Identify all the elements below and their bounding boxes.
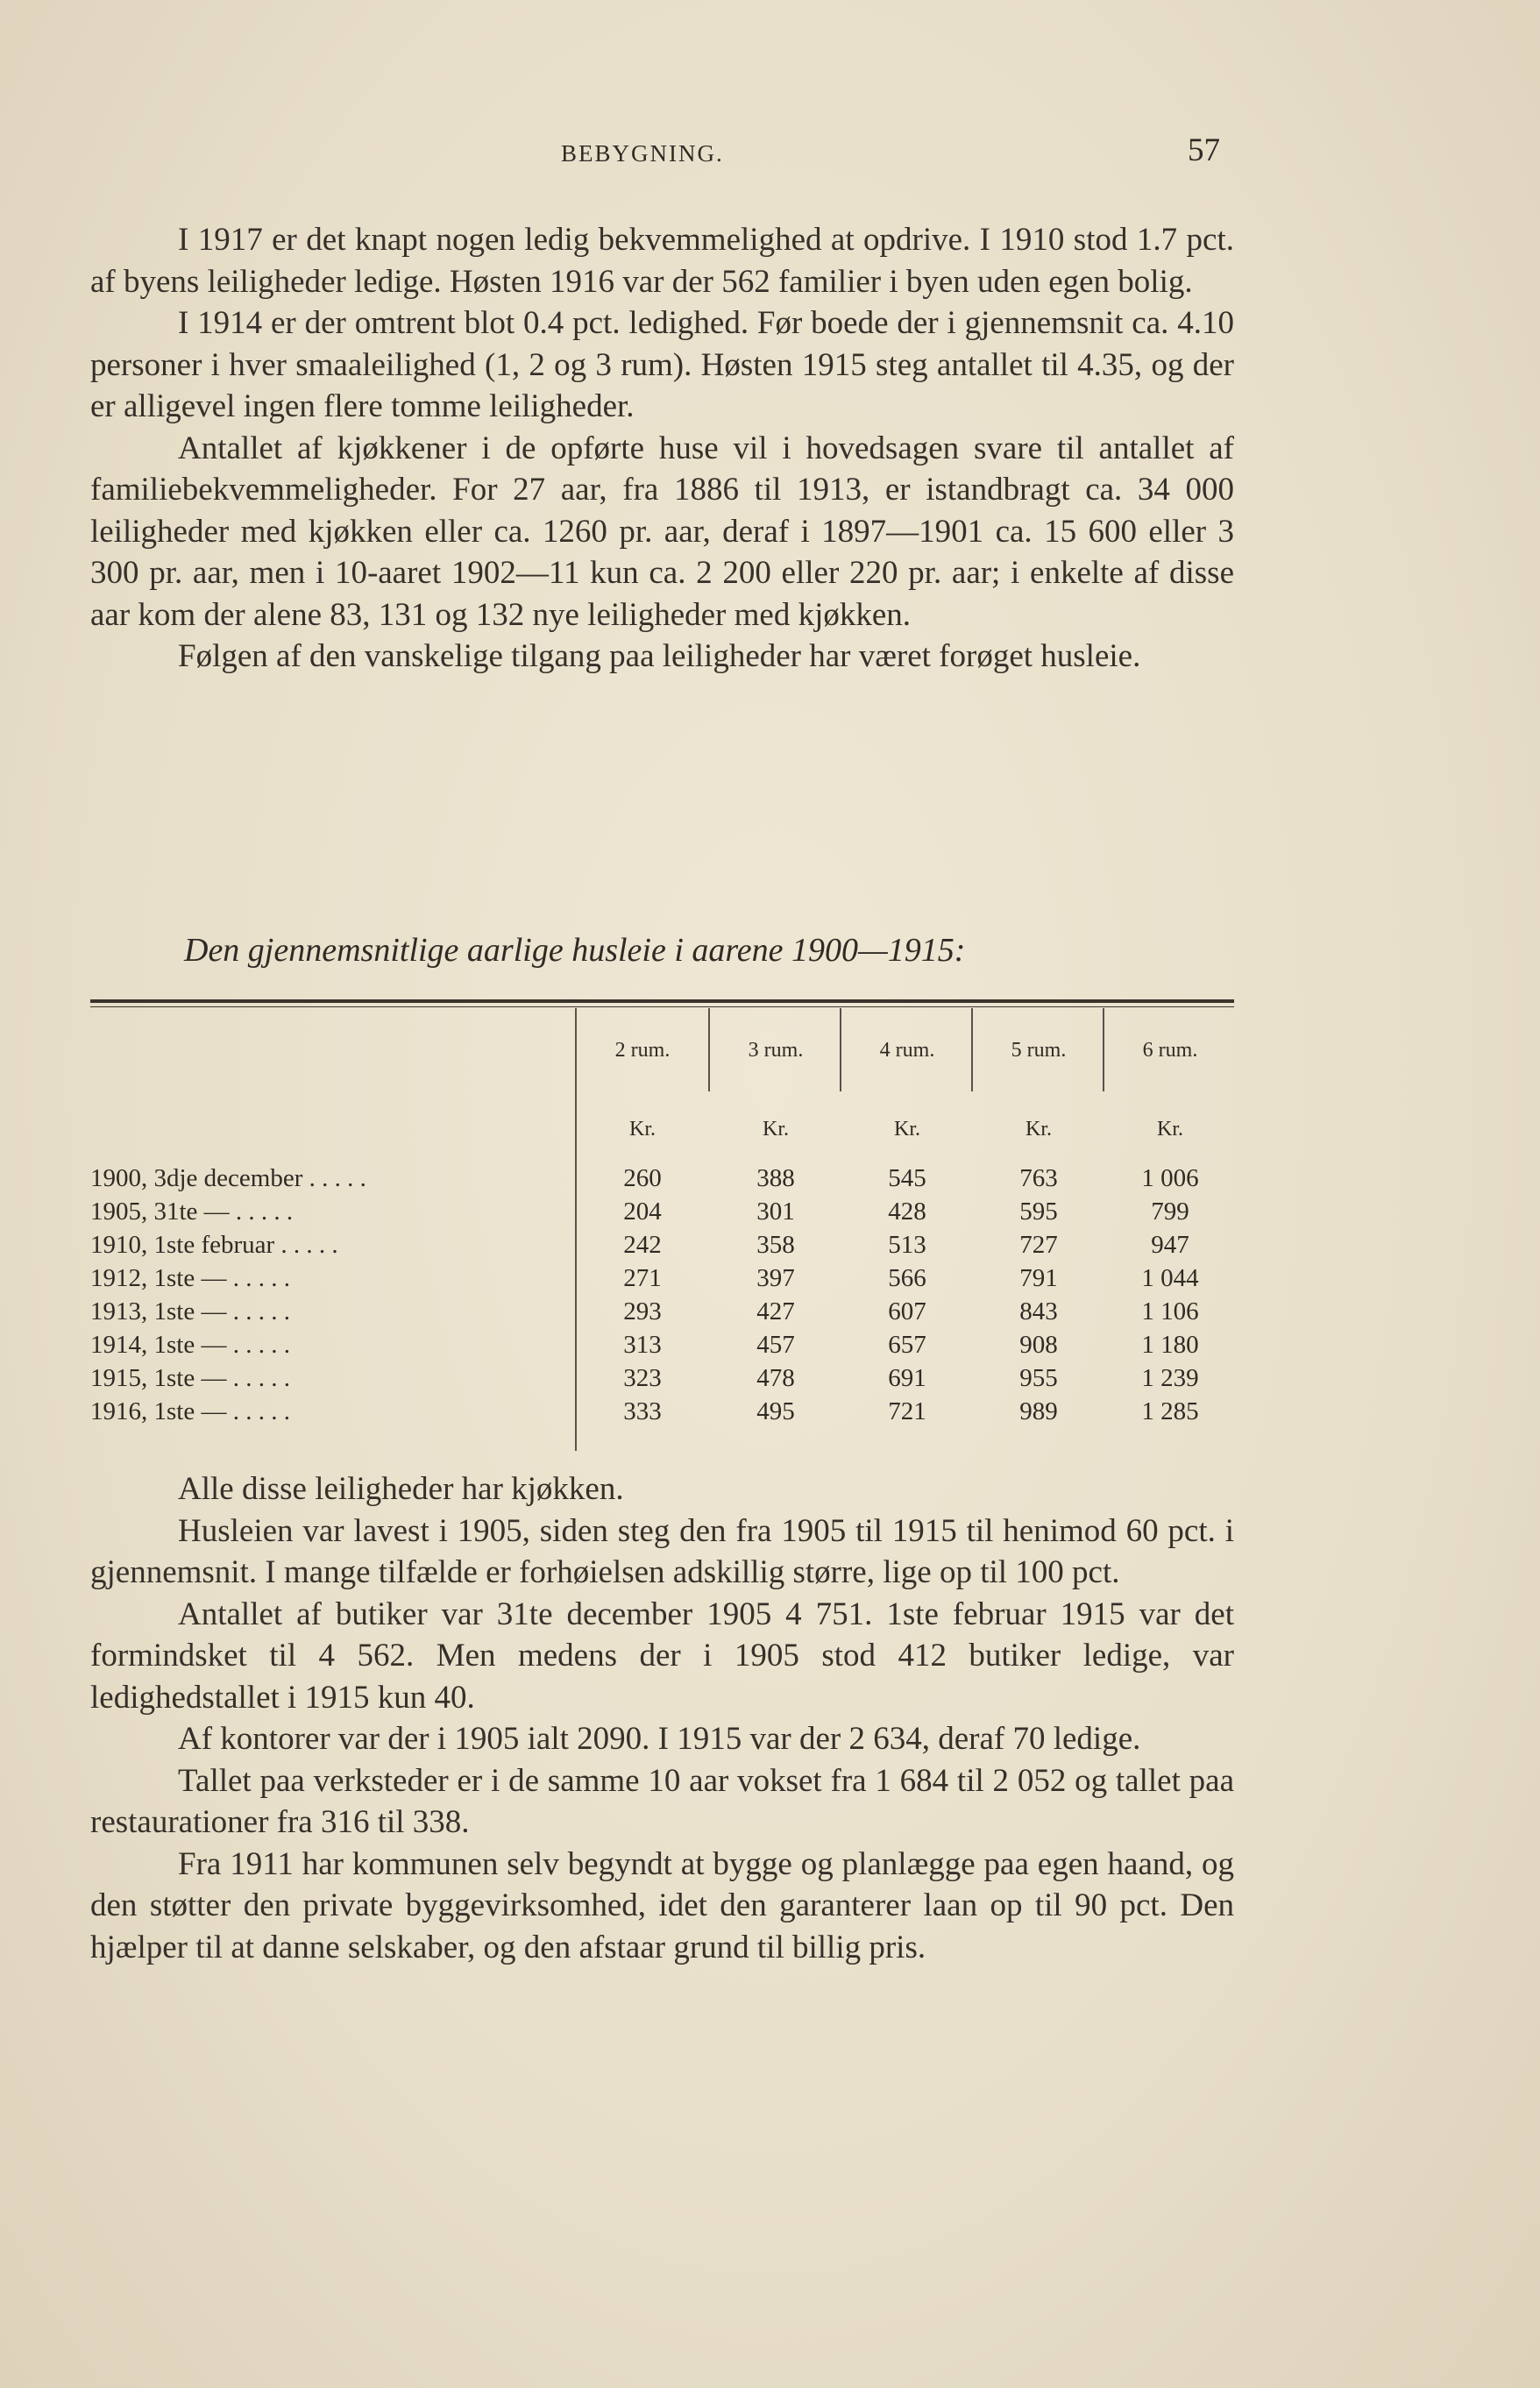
paragraph: I 1917 er det knapt nogen ledig bekvemmelighed at opdrive. I 1910 stod 1.7 pct. af byens leiligheder ledige. Høsten 1916 var der 562 familier i byen uden egen bolig. [90, 222, 1234, 300]
paragraph: Antallet af kjøkkener i de opførte huse vil i hovedsagen svare til antallet af familiebekvemmeligheder. For 27 aar, fra 1886 til 1913, er istandbragt ca. 34 000 leiligheder med kjøkken eller ca. 1260 pr. aar, deraf i 1897—1901 ca. 15 600 eller 3 300 pr. aar, men i 10-aaret 1902—11 kun ca. 2 200 eller 220 pr. aar; i enkelte af disse aar kom der alene 83, 131 og 132 nye leiligheder med kjøkken. [90, 430, 1234, 633]
table-cell: 791 [1019, 1264, 1058, 1292]
table-cell: 204 [623, 1198, 662, 1226]
table-cell: 478 [756, 1364, 795, 1392]
table-cell: 293 [623, 1297, 662, 1325]
row-label: 1900, 3dje december . . . . . [90, 1164, 366, 1192]
column-header: 2 rum. [614, 1039, 671, 1062]
column-header: 4 rum. [879, 1039, 935, 1062]
table-cell: 657 [888, 1331, 926, 1359]
table-cell: 397 [756, 1264, 795, 1292]
paragraph: Alle disse leiligheder har kjøkken. [178, 1471, 624, 1507]
paragraph: Antallet af butiker var 31te december 1905 4 751. 1ste februar 1915 var det formindsket til 4 562. Men medens der i 1905 stod 412 butiker ledige, var ledighedstallet i 1915 kun 40. [90, 1596, 1234, 1716]
table-cell: 323 [623, 1364, 662, 1392]
table-cell: 843 [1019, 1297, 1058, 1325]
table-cell: 457 [756, 1331, 795, 1359]
table-cell: 313 [623, 1331, 662, 1359]
unit-label: Kr. [1025, 1118, 1052, 1141]
table-cell: 242 [623, 1231, 662, 1259]
table-cell: 1 285 [1141, 1397, 1199, 1425]
table-top-rule-thin [90, 1006, 1234, 1007]
unit-label: Kr. [894, 1118, 920, 1141]
table-top-rule [90, 999, 1234, 1003]
paragraph: I 1914 er der omtrent blot 0.4 pct. ledighed. Før boede der i gjennemsnit ca. 4.10 personer i hver smaaleilighed (1, 2 og 3 rum). Høsten 1915 steg antallet til 4.35, og der er alligevel ingen flere tomme leiligheder. [90, 305, 1234, 424]
table-cell: 908 [1019, 1331, 1058, 1359]
table-cell: 495 [756, 1397, 795, 1425]
table-cell: 955 [1019, 1364, 1058, 1392]
table-caption: Den gjennemsnitlige aarlige husleie i aarene 1900—1915: [184, 932, 966, 969]
table-row [90, 1297, 1234, 1331]
paragraph: Fra 1911 har kommunen selv begyndt at bygge og planlægge paa egen haand, og den støtter den private byggevirksomhed, idet den garanterer laan op til 90 pct. Den hjælper til at danne selskaber, og den afstaar grund til billig pris. [90, 1845, 1234, 1965]
column-header: 3 rum. [748, 1039, 804, 1062]
unit-label: Kr. [1157, 1118, 1183, 1141]
table-cell: 721 [888, 1397, 926, 1425]
paragraph: Følgen af den vanskelige tilgang paa leiligheder har været forøget husleie. [178, 638, 1141, 674]
table-cell: 947 [1151, 1231, 1189, 1259]
table-row [90, 1231, 1234, 1264]
table-cell: 428 [888, 1198, 926, 1226]
table-cell: 727 [1019, 1231, 1058, 1259]
table-row [90, 1364, 1234, 1397]
unit-label: Kr. [763, 1118, 789, 1141]
column-header: 5 rum. [1011, 1039, 1067, 1062]
table-row [90, 1264, 1234, 1297]
table-row [90, 1397, 1234, 1431]
unit-label: Kr. [629, 1118, 656, 1141]
table-cell: 595 [1019, 1198, 1058, 1226]
rent-table [90, 1008, 1234, 1451]
table-cell: 989 [1019, 1397, 1058, 1425]
table-row [90, 1164, 1234, 1198]
paragraph: Tallet paa verksteder er i de samme 10 aar vokset fra 1 684 til 2 052 og tallet paa restaurationer fra 316 til 338. [90, 1762, 1234, 1840]
row-label: 1910, 1ste februar . . . . . [90, 1231, 338, 1259]
table-cell: 1 239 [1141, 1364, 1199, 1392]
table-cell: 691 [888, 1364, 926, 1392]
page-header [0, 131, 1540, 175]
table-cell: 799 [1151, 1198, 1189, 1226]
table-cell: 358 [756, 1231, 795, 1259]
table-cell: 1 106 [1141, 1297, 1199, 1325]
table-cell: 271 [623, 1264, 662, 1292]
table-cell: 260 [623, 1164, 662, 1192]
bottom-text [90, 1468, 1234, 1968]
table-cell: 301 [756, 1198, 795, 1226]
table-row [90, 1198, 1234, 1231]
table-cell: 763 [1019, 1164, 1058, 1192]
table-cell: 607 [888, 1297, 926, 1325]
table-cell: 1 180 [1141, 1331, 1199, 1359]
page-number: 57 [1188, 132, 1220, 168]
running-head: BEBYGNING. [561, 140, 724, 167]
table-row [90, 1331, 1234, 1364]
table-cell: 333 [623, 1397, 662, 1425]
table-cell: 427 [756, 1297, 795, 1325]
column-header: 6 rum. [1142, 1039, 1198, 1062]
paragraph: Af kontorer var der i 1905 ialt 2090. I 1915 var der 2 634, deraf 70 ledige. [178, 1721, 1141, 1757]
table-cell: 1 044 [1141, 1264, 1199, 1292]
table-cell: 1 006 [1141, 1164, 1199, 1192]
table-cell: 566 [888, 1264, 926, 1292]
table-cell: 545 [888, 1164, 926, 1192]
row-label: 1914, 1ste — . . . . . [90, 1331, 290, 1359]
row-label: 1915, 1ste — . . . . . [90, 1364, 290, 1392]
table-cell: 388 [756, 1164, 795, 1192]
row-label: 1905, 31te — . . . . . [90, 1198, 294, 1226]
top-text [90, 219, 1234, 678]
row-label: 1913, 1ste — . . . . . [90, 1297, 290, 1325]
row-label: 1916, 1ste — . . . . . [90, 1397, 290, 1425]
table-cell: 513 [888, 1231, 926, 1259]
row-label: 1912, 1ste — . . . . . [90, 1264, 290, 1292]
paragraph: Husleien var lavest i 1905, siden steg den fra 1905 til 1915 til henimod 60 pct. i gjennemsnit. I mange tilfælde er forhøielsen adskillig større, lige op til 100 pct. [90, 1512, 1234, 1590]
